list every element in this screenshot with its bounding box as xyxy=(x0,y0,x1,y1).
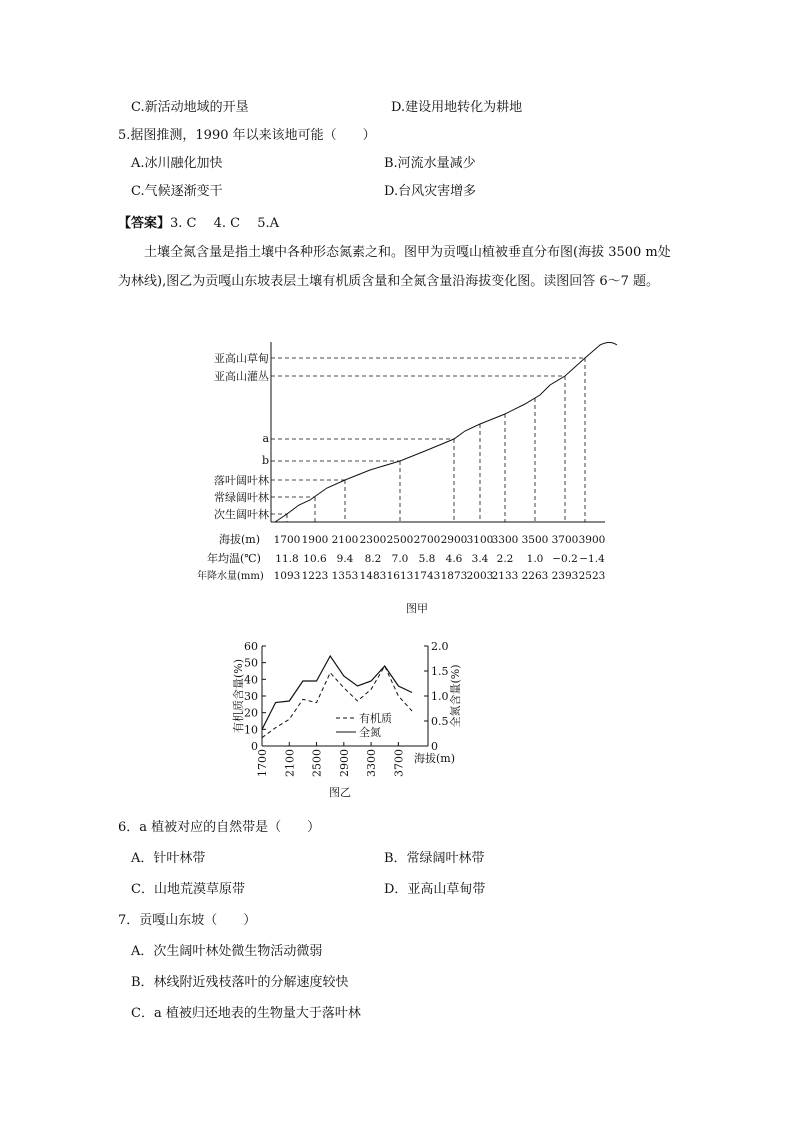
temperature-value: 9.4 xyxy=(336,553,354,565)
q6-option-d: D．亚高山草甸带 xyxy=(384,882,486,897)
right-y-tick-label: 1.0 xyxy=(431,690,449,703)
precipitation-value: 1873 xyxy=(440,570,468,582)
q4-option-d: D.建设用地转化为耕地 xyxy=(391,100,523,115)
right-y-tick-label: 0.5 xyxy=(431,715,449,728)
left-y-tick-label: 30 xyxy=(244,690,258,703)
x-tick-label: 2100 xyxy=(283,749,297,777)
precipitation-value: 2393 xyxy=(551,570,579,582)
altitude-label: 3100 xyxy=(466,534,494,546)
x-tick-label: 3300 xyxy=(365,749,379,777)
answer-label: 【答案】 xyxy=(118,216,171,231)
altitude-label: 2700 xyxy=(413,534,441,546)
x-tick-label: 3700 xyxy=(392,749,406,777)
precipitation-value: 1093 xyxy=(273,570,301,582)
altitude-label: 2900 xyxy=(440,534,468,546)
legend xyxy=(336,711,392,739)
left-y-tick-label: 10 xyxy=(244,723,258,737)
right-y-tick-label: 0 xyxy=(431,740,438,753)
q5-option-c: C.气候逐渐变干 xyxy=(131,184,223,199)
altitude-label: 3500 xyxy=(521,534,549,546)
q5-option-d: D.台风灾害增多 xyxy=(384,184,477,199)
answer-text: 3. C 4. C 5.A xyxy=(170,216,280,231)
altitude-label: 3700 xyxy=(551,534,579,546)
precipitation-value: 1743 xyxy=(413,570,441,582)
altitude-label: 3300 xyxy=(491,534,519,546)
left-y-tick-label: 20 xyxy=(244,706,258,720)
veg-label-secondary: 次生阔叶林 xyxy=(214,508,269,521)
temperature-value: 7.0 xyxy=(391,553,409,565)
altitude-label: 2500 xyxy=(386,534,414,546)
veg-label-alpine-shrub: 亚高山灌丛 xyxy=(214,370,269,383)
altitude-label: 1700 xyxy=(273,534,301,546)
q7-option-b: B．林线附近残枝落叶的分解速度较快 xyxy=(131,975,349,990)
temperature-value: 8.2 xyxy=(364,553,382,565)
q5-option-b: B.河流水量减少 xyxy=(384,156,476,171)
figure-b-chart xyxy=(222,636,522,804)
precipitation-value: 1353 xyxy=(331,570,359,582)
q6-option-b: B．常绿阔叶林带 xyxy=(384,851,485,866)
q7-stem: 7．贡嘎山东坡（ ） xyxy=(118,913,257,928)
q7-option-a: A．次生阔叶林处微生物活动微弱 xyxy=(131,944,323,959)
altitude-label: 1900 xyxy=(301,534,329,546)
right-y-axis-label: 全氮含量(%) xyxy=(449,664,462,728)
temperature-value: 10.6 xyxy=(303,553,327,565)
right-y-tick-label: 2.0 xyxy=(431,640,449,653)
left-y-tick-label: 0 xyxy=(251,740,258,753)
x-tick-label: 2500 xyxy=(310,749,324,777)
temperature-value: 1.0 xyxy=(526,553,544,565)
temperature-value: −1.4 xyxy=(579,553,605,565)
temperature-value: −0.2 xyxy=(552,553,578,565)
precipitation-value: 2263 xyxy=(521,570,549,582)
left-y-axis-label: 有机质含量(%) xyxy=(232,658,245,734)
figure-b-caption: 图乙 xyxy=(329,786,351,799)
veg-label-evergreen: 常绿阔叶林 xyxy=(214,491,269,504)
q6-option-c: C．山地荒漠草原带 xyxy=(131,882,245,897)
x-tick-label: 2900 xyxy=(337,749,351,777)
temperature-value: 5.8 xyxy=(418,553,436,565)
row-label-precipitation: 年降水量(mm) xyxy=(197,571,264,582)
figure-a xyxy=(195,332,635,616)
precipitation-value: 2003 xyxy=(466,570,494,582)
q5-stem: 5.据图推测，1990 年以来该地可能（ ） xyxy=(118,128,376,143)
q4-option-c: C.新活动地域的开垦 xyxy=(131,100,249,115)
precipitation-value: 2523 xyxy=(578,570,606,582)
row-label-altitude: 海拔(m) xyxy=(219,533,261,546)
left-y-tick-label: 40 xyxy=(244,673,258,687)
right-y-tick-label: 1.5 xyxy=(431,665,449,678)
veg-label-b: b xyxy=(261,454,269,467)
altitude-label: 2100 xyxy=(331,534,359,546)
veg-label-a: a xyxy=(262,432,269,445)
legend-label-organic-matter: 有机质 xyxy=(359,712,392,725)
precipitation-value: 1483 xyxy=(359,570,387,582)
intro-paragraph: 土壤全氮含量是指土壤中各种形态氮素之和。图甲为贡嘎山植被垂直分布图(海拔 3500 m处为林线),图乙为贡嘎山东坡表层土壤有机质含量和全氮含量沿海拔变化图。读图回答 6～7 题。 xyxy=(118,245,671,289)
veg-label-alpine-meadow: 亚高山草甸 xyxy=(214,352,269,365)
answer-line xyxy=(118,212,279,231)
x-axis-label: 海拔(m) xyxy=(414,752,456,765)
temperature-value: 2.2 xyxy=(496,553,514,565)
temperature-value: 3.4 xyxy=(471,553,489,565)
q5-option-a: A.冰川融化加快 xyxy=(131,156,223,171)
figure-a-caption: 图甲 xyxy=(406,602,428,615)
x-tick-label: 1700 xyxy=(256,749,269,777)
precipitation-value: 2133 xyxy=(491,570,519,582)
q6-stem: 6．a 植被对应的自然带是（ ） xyxy=(118,820,321,835)
altitude-label: 2300 xyxy=(359,534,387,546)
row-label-temperature: 年均温(℃) xyxy=(207,552,261,565)
altitude-profile-curve xyxy=(275,343,617,523)
left-y-tick-label: 50 xyxy=(244,656,258,670)
q7-option-c: C．a 植被归还地表的生物量大于落叶林 xyxy=(131,1006,361,1021)
altitude-label: 3900 xyxy=(578,534,606,546)
legend-label-total-nitrogen: 全氮 xyxy=(359,726,381,739)
left-y-tick-label: 60 xyxy=(244,640,258,653)
temperature-value: 11.8 xyxy=(275,553,299,565)
precipitation-value: 1613 xyxy=(386,570,414,582)
q6-option-a: A．针叶林带 xyxy=(131,851,206,866)
veg-label-deciduous: 落叶阔叶林 xyxy=(214,474,269,487)
temperature-value: 4.6 xyxy=(445,553,463,565)
precipitation-value: 1223 xyxy=(301,570,329,582)
